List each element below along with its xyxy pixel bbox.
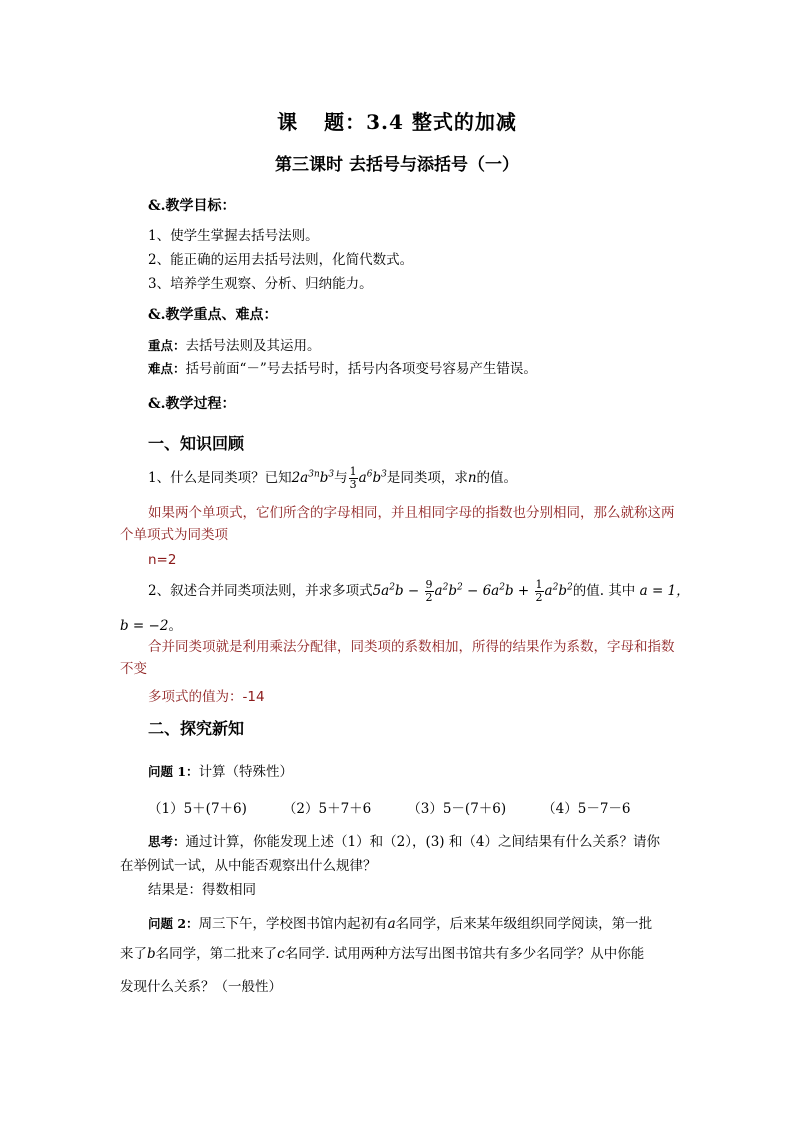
keys-heading: &.教学重点、难点： (148, 307, 278, 323)
lesson-subtitle: 第三课时 去括号与添括号（一） (275, 155, 519, 175)
fraction-one-half: $\frac{1}{2}$ (535, 578, 543, 604)
difficulty-point: 难点：括号前面“－”号去括号时，括号内各项变号容易产生错误。 (148, 361, 537, 377)
math-expression: $2a^{3n}b^3$ (291, 469, 335, 486)
goal-item-2: 2、能正确的运用去括号法则，化简代数式。 (148, 252, 414, 268)
think-result: 结果是：得数相同 (148, 882, 256, 898)
calc-item-3: （3）5－(7＋6) (407, 801, 507, 817)
calc-item-4: （4）5－7－6 (542, 801, 631, 817)
review-answer-2: 合并同类项就是利用乘法分配律，同类项的系数相加，所得的结果作为系数，字母和指数不变 (120, 639, 675, 677)
fraction-one-third: $\frac{1}{3}$ (349, 465, 357, 491)
fraction-nine-halves: $\frac{9}{2}$ (425, 578, 433, 604)
review-answer-1: 如果两个单项式，它们所含的字母相同，并且相同字母的指数也分别相同，那么就称这两个单项式为同类项 (120, 505, 675, 543)
process-heading: &.教学过程： (148, 396, 236, 412)
think-paragraph: 思考：通过计算，你能发现上述（1）和（2），(3) 和（4）之间结果有什么关系？请你在举例试一试，从中能否观察出什么规律？ (120, 834, 660, 874)
review-question-2: 2、叙述合并同类项法则，并求多项式$5a^2b$ − $\frac{9}{2}$ $a^2b^2 - 6a^2b$ + $\frac{1}{2}$ $a^2b^2$的值. 其中 a = 1， (148, 578, 690, 604)
goals-heading: &.教学目标： (148, 198, 236, 214)
goal-item-3: 3、培养学生观察、分析、归纳能力。 (148, 276, 373, 292)
review-question-2-cont: b = −2。 (120, 618, 182, 634)
calc-item-1: （1）5＋(7＋6) (148, 801, 247, 817)
review-heading: 一、知识回顾 (148, 434, 245, 453)
problem-2-line-1: 问题 2：周三下午，学校图书馆内起初有a名同学，后来某年级组织同学阅读，第一批 (148, 916, 653, 932)
review-result-1: n=2 (148, 552, 177, 568)
review-question-1: 1、什么是同类项？已知$2a^{3n}b^3$与 $\frac{1}{3}$ $a^6b^3$是同类项，求n的值。 (148, 465, 518, 491)
problem-1: 问题 1：计算（特殊性） (148, 764, 294, 780)
review-result-2: 多项式的值为：-14 (148, 689, 265, 705)
lesson-title: 课 题：3.4 整式的加减 (277, 110, 517, 134)
goal-item-1: 1、使学生掌握去括号法则。 (148, 228, 319, 244)
problem-2-line-2: 来了b名同学，第二批来了c名同学. 试用两种方法写出图书馆共有多少名同学？从中你能 (120, 946, 645, 962)
problem-2-line-3: 发现什么关系？（一般性） (120, 979, 282, 995)
calc-list (148, 797, 667, 817)
explore-heading: 二、探究新知 (148, 719, 245, 738)
key-point: 重点：去括号法则及其运用。 (148, 338, 321, 354)
calc-item-2: （2）5＋7＋6 (282, 801, 372, 817)
